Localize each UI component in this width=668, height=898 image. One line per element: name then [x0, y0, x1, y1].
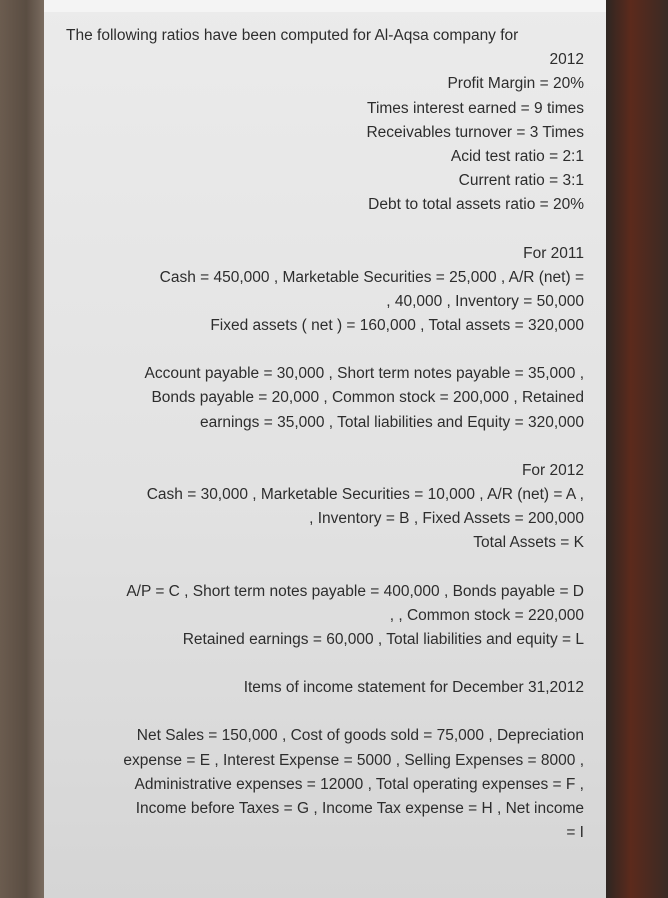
liabilities-2012-line-1: A/P = C , Short term notes payable = 400,000 , Bonds payable = D	[126, 582, 584, 600]
assets-2011-line-2: , 40,000 , Inventory = 50,000	[386, 292, 584, 310]
income-statement-heading: Items of income statement for December 31,2012	[243, 679, 584, 697]
ratio-debt-to-assets: Debt to total assets ratio = 20%	[368, 196, 584, 214]
right-frame-edge	[606, 0, 668, 898]
ratio-receivables-turnover: Receivables turnover = 3 Times	[366, 123, 584, 141]
assets-2011-line-3: Fixed assets ( net ) = 160,000 , Total assets = 320,000	[210, 317, 584, 335]
ratio-times-interest-earned: Times interest earned = 9 times	[367, 99, 584, 117]
ratio-acid-test: Acid test ratio = 2:1	[450, 147, 584, 165]
document-body	[66, 24, 584, 845]
income-line-4: Income before Taxes = G , Income Tax expense = H , Net income	[135, 799, 584, 817]
assets-2012-line-3: Total Assets = K	[473, 534, 584, 552]
assets-2012-line-2: , Inventory = B , Fixed Assets = 200,000	[309, 510, 584, 528]
liabilities-2012-line-3: Retained earnings = 60,000 , Total liabilities and equity = L	[182, 630, 584, 648]
income-line-2: expense = E , Interest Expense = 5000 , Selling Expenses = 8000 ,	[123, 751, 584, 769]
heading-2012: For 2012	[521, 461, 584, 479]
assets-2012-line-1: Cash = 30,000 , Marketable Securities = 10,000 , A/R (net) = A ,	[146, 486, 584, 503]
income-line-5: = I	[566, 824, 584, 842]
ratio-profit-margin: Profit Margin = 20%	[447, 75, 584, 93]
income-line-1: Net Sales = 150,000 , Cost of goods sold = 75,000 , Depreciation	[136, 727, 584, 745]
assets-2011-line-1: Cash = 450,000 , Marketable Securities = 25,000 , A/R (net) =	[159, 268, 584, 286]
heading-2011: For 2011	[523, 244, 584, 262]
left-frame-edge	[0, 0, 44, 898]
intro-line-1: The following ratios have been computed for Al-Aqsa company for	[66, 27, 519, 44]
liabilities-2011-line-2: Bonds payable = 20,000 , Common stock = 200,000 , Retained	[151, 389, 584, 407]
liabilities-2011-line-3: earnings = 35,000 , Total liabilities and Equity = 320,000	[199, 413, 584, 431]
ratio-current: Current ratio = 3:1	[458, 172, 584, 190]
document-page	[44, 0, 606, 898]
page-top-band	[44, 0, 606, 12]
income-line-3: Administrative expenses = 12000 , Total operating expenses = F ,	[134, 775, 584, 793]
liabilities-2012-line-2: , , Common stock = 220,000	[389, 606, 584, 624]
liabilities-2011-line-1: Account payable = 30,000 , Short term notes payable = 35,000 ,	[144, 365, 584, 383]
intro-line-2: 2012	[549, 51, 584, 69]
